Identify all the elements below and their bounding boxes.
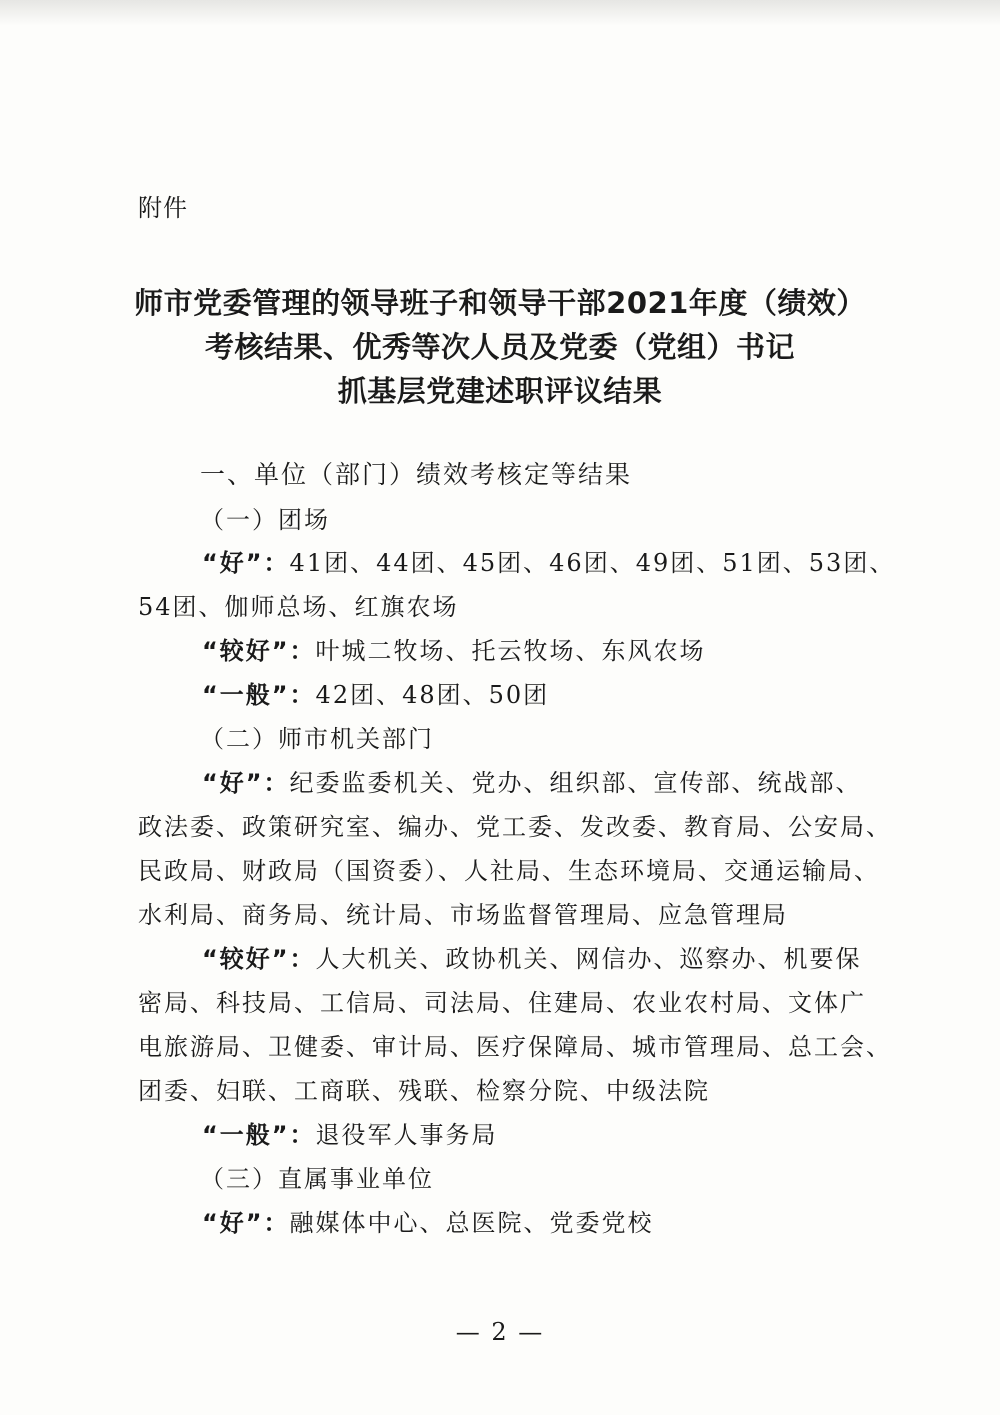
section-1-heading: 一、单位（部门）绩效考核定等结果 [200, 460, 633, 489]
dept-good-continuation-3: 水利局、商务局、统计局、市场监督管理局、应急管理局 [138, 901, 788, 929]
dept-good-row [202, 763, 862, 798]
institution-good-text: 融媒体中心、总医院、党委党校 [289, 1209, 654, 1237]
title-line-2: 考核结果、优秀等次人员及党委（党组）书记 [204, 330, 795, 364]
scan-edge-shadow [0, 0, 1000, 26]
title-line-3: 抓基层党建述职评议结果 [337, 374, 663, 408]
attachment-label: 附件 [138, 194, 188, 222]
grade-label-average: “一般”： [202, 1121, 316, 1149]
page-number: — 2 — [455, 1318, 545, 1346]
title-line-1: 师市党委管理的领导班子和领导干部2021年度（绩效） [134, 286, 866, 320]
dept-fair-continuation-1: 密局、科技局、工信局、司法局、住建局、农业农村局、文体广 [138, 989, 866, 1017]
dept-average-text: 退役军人事务局 [315, 1121, 498, 1149]
regiment-good-text: 41团、44团、45团、46团、49团、51团、53团、 [289, 549, 896, 577]
dept-fair-row [202, 939, 862, 974]
grade-label-good: “好”： [202, 769, 290, 797]
subsection-3-heading: （三）直属事业单位 [200, 1165, 434, 1193]
regiment-average-text: 42团、48团、50团 [315, 681, 550, 709]
grade-label-fair: “较好”： [202, 637, 316, 665]
grade-label-good: “好”： [202, 549, 290, 577]
dept-good-text: 纪委监委机关、党办、组织部、宣传部、统战部、 [289, 769, 862, 797]
subsection-2-heading: （二）师市机关部门 [200, 725, 434, 753]
dept-good-continuation-1: 政法委、政策研究室、编办、党工委、发改委、教育局、公安局、 [138, 813, 892, 841]
dept-fair-continuation-2: 电旅游局、卫健委、审计局、医疗保障局、城市管理局、总工会、 [138, 1033, 892, 1061]
grade-label-average: “一般”： [202, 681, 316, 709]
regiment-good-continuation: 54团、伽师总场、红旗农场 [138, 593, 459, 621]
dept-good-continuation-2: 民政局、财政局（国资委）、人社局、生态环境局、交通运输局、 [138, 857, 880, 885]
grade-label-good: “好”： [202, 1209, 290, 1237]
dept-fair-continuation-3: 团委、妇联、工商联、残联、检察分院、中级法院 [138, 1077, 710, 1105]
institution-good-row [202, 1203, 654, 1238]
dept-average-row [202, 1115, 498, 1150]
regiment-fair-text: 叶城二牧场、托云牧场、东风农场 [315, 637, 706, 665]
regiment-good-row [202, 543, 895, 578]
subsection-1-heading: （一）团场 [200, 506, 330, 534]
grade-label-fair: “较好”： [202, 945, 316, 973]
regiment-fair-row [202, 631, 706, 666]
dept-fair-text: 人大机关、政协机关、网信办、巡察办、机要保 [315, 945, 862, 973]
regiment-average-row [202, 675, 549, 710]
